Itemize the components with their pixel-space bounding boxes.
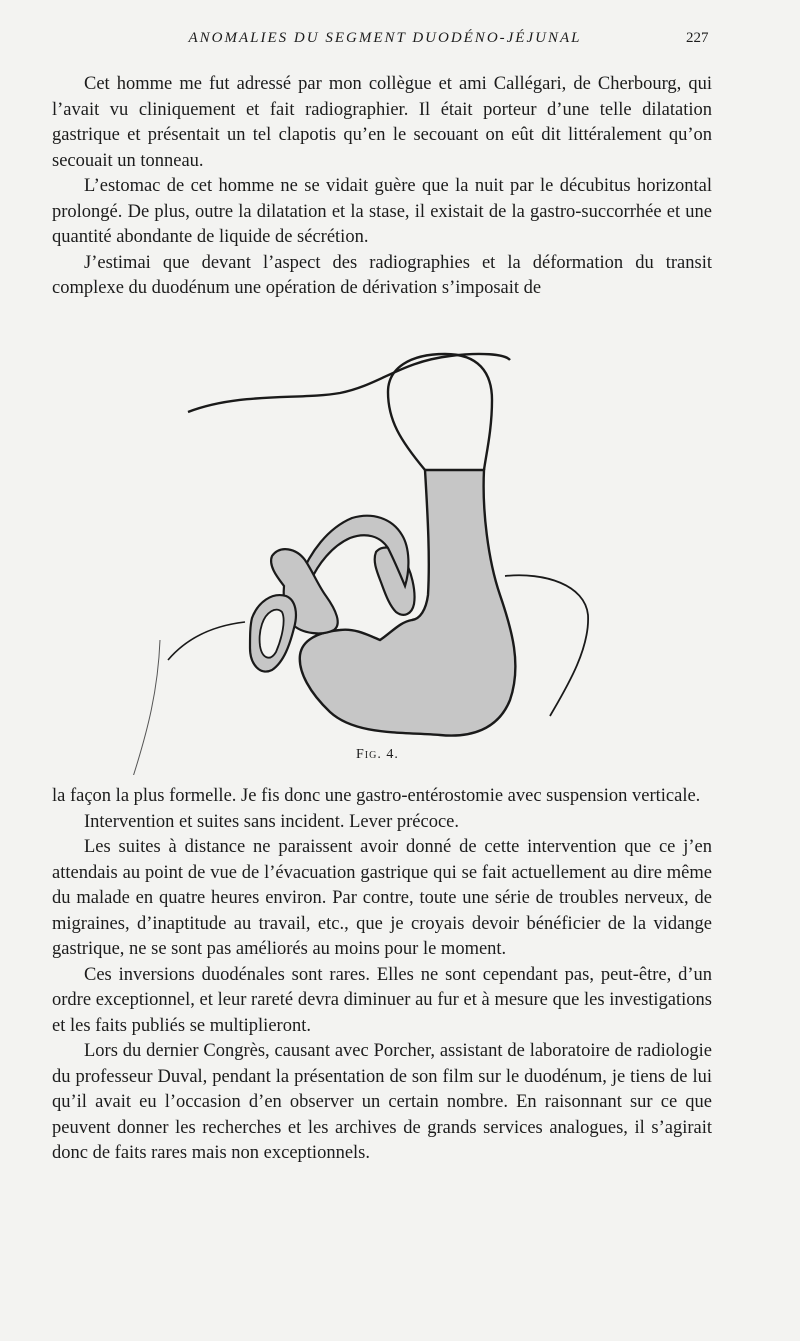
figure-caption <box>356 747 399 763</box>
paragraph: J’estimai que devant l’aspect des radiographies et la déformation du transit complexe du duodénum une opération de dérivation s’imposait de <box>52 252 712 298</box>
paragraph: Cet homme me fut adressé par mon collègue et ami Callégari, de Cherbourg, qui l’avait vu cliniquement et fait radiographier. Il était porteur d’une telle dilatation gastrique et présentait un tel clapotis qu’en le secouant on eût dit littéralement qu’on secouait un tonneau. <box>52 74 712 171</box>
figure-caption-text: Fig. 4. <box>356 747 399 762</box>
duodenum-drawing <box>0 345 800 775</box>
left-faint-line <box>132 640 160 775</box>
paragraph: L’estomac de cet homme ne se vidait guère que la nuit par le décubitus horizontal prolongé. De plus, outre la dilatation et la stase, il existait de la gastro-succorrhée et une quantité abondante de liquide de sécrétion. <box>52 176 712 247</box>
paragraph: la façon la plus formelle. Je fis donc une gastro-entérostomie avec suspension verticale. <box>52 786 701 806</box>
paragraph: Les suites à distance ne paraissent avoir donné de cette intervention que ce j’en attendais au point de vue de l’évacuation gastrique qui se fait actuellement au dire même du malade en quatre heures environ. Par contre, toute une série de troubles nerveux, de migraines, d’inaptitude au travail, etc., que je croyais devoir bénéficier de la vidange gastrique, ne se sont pas améliorés au moins pour le moment. <box>52 837 712 959</box>
page-number: 227 <box>686 30 709 46</box>
text-block-bottom <box>52 784 712 1167</box>
left-contour-line <box>168 622 245 660</box>
paragraph: Ces inversions duodénales sont rares. Elles ne sont cependant pas, peut-être, d’un ordre exceptionnel, et leur rareté devra diminuer au fur et à mesure que les investigations et les faits publiés se multiplieront. <box>52 964 712 1036</box>
upper-contour-line <box>188 354 510 412</box>
running-title: ANOMALIES DU SEGMENT DUODÉNO-JÉJUNAL <box>188 30 582 46</box>
duodenal-bulb-outline <box>388 354 492 470</box>
paragraph: Lors du dernier Congrès, causant avec Porcher, assistant de laboratoire de radiologie du professeur Duval, pendant la présentation de son film sur le duodénum, je tiens de lui qu’il avait eu l’occasion d’en observer un certain nombre. En raisonnant sur ce que peuvent donner les recherches et les archives de grands services analogues, il s’agirait donc de faits rares mais non exceptionnels. <box>52 1041 712 1163</box>
figure-duodenum-radiograph <box>0 345 800 775</box>
paragraph: Intervention et suites sans incident. Lever précoce. <box>84 811 459 832</box>
right-contour-line <box>505 575 588 716</box>
text-block-top <box>52 72 712 302</box>
